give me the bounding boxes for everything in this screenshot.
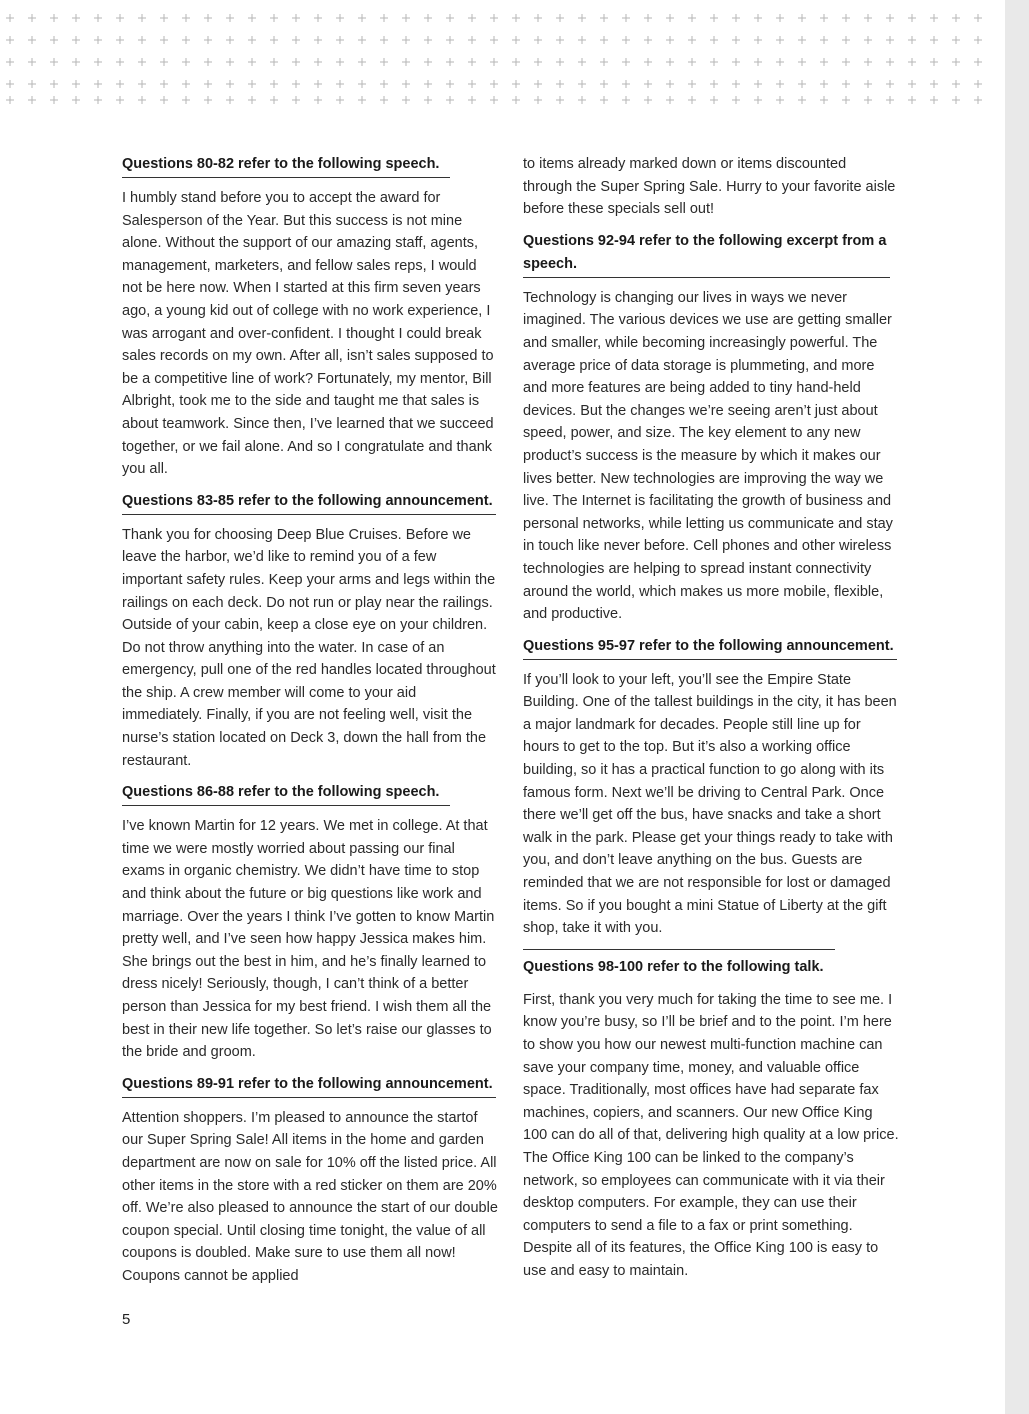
section-questions-92-94 [523,230,899,626]
cross-mark [446,14,454,22]
cross-mark [864,14,872,22]
section-heading: Questions 86-88 refer to the following speech. [122,781,450,806]
cross-mark [116,36,124,44]
cross-mark [710,14,718,22]
cross-mark [512,58,520,66]
cross-mark [886,96,894,104]
cross-mark [644,58,652,66]
cross-mark [292,36,300,44]
cross-mark [292,58,300,66]
cross-mark [28,36,36,44]
section-heading: Questions 95-97 refer to the following announcement. [523,635,897,660]
section-questions-89-91 [122,1073,498,1288]
cross-mark [534,58,542,66]
cross-mark [468,58,476,66]
cross-mark [688,96,696,104]
cross-mark [534,96,542,104]
cross-mark [732,80,740,88]
cross-mark [930,58,938,66]
cross-mark [578,14,586,22]
cross-mark [336,58,344,66]
cross-mark [270,36,278,44]
cross-mark [72,58,80,66]
cross-mark [666,96,674,104]
cross-mark [512,36,520,44]
cross-mark [182,36,190,44]
cross-mark [908,58,916,66]
cross-mark [534,36,542,44]
cross-mark [226,80,234,88]
cross-mark [798,36,806,44]
cross-mark [512,80,520,88]
cross-mark [226,14,234,22]
cross-mark [600,36,608,44]
cross-mark [820,96,828,104]
cross-mark [798,58,806,66]
section-questions-86-88 [122,781,498,1064]
cross-mark [50,36,58,44]
cross-mark [182,58,190,66]
cross-mark [622,14,630,22]
cross-mark [160,96,168,104]
cross-mark [72,14,80,22]
cross-mark [622,58,630,66]
cross-mark [336,36,344,44]
cross-mark [952,36,960,44]
cross-mark [116,14,124,22]
cross-mark [270,80,278,88]
cross-mark [798,14,806,22]
cross-mark [380,14,388,22]
cross-mark [248,80,256,88]
cross-mark [72,36,80,44]
cross-mark [776,36,784,44]
cross-mark [534,14,542,22]
cross-mark [292,96,300,104]
cross-mark [402,14,410,22]
cross-mark [754,96,762,104]
cross-mark [424,14,432,22]
cross-mark [754,58,762,66]
cross-mark [864,80,872,88]
cross-mark [842,36,850,44]
cross-mark [6,80,14,88]
cross-mark [556,80,564,88]
cross-mark [776,80,784,88]
cross-mark [6,96,14,104]
cross-mark [94,58,102,66]
section-heading: Questions 89-91 refer to the following announcement. [122,1073,496,1098]
decorative-cross-pattern [0,0,1005,112]
cross-mark [930,14,938,22]
cross-mark [908,96,916,104]
cross-mark [666,36,674,44]
cross-mark [578,58,586,66]
cross-mark [534,80,542,88]
cross-mark [468,96,476,104]
cross-mark [622,80,630,88]
cross-mark [578,80,586,88]
section-questions-80-82 [122,153,498,481]
cross-mark [688,14,696,22]
cross-mark [72,80,80,88]
page-edge-strip [1005,0,1029,1414]
cross-mark [600,14,608,22]
cross-mark [160,14,168,22]
cross-mark [28,14,36,22]
cross-mark [424,96,432,104]
cross-mark [380,36,388,44]
cross-mark [226,58,234,66]
cross-mark [732,36,740,44]
cross-mark [138,96,146,104]
cross-mark [314,36,322,44]
cross-mark [468,36,476,44]
cross-mark [270,14,278,22]
cross-mark [512,96,520,104]
cross-mark [358,36,366,44]
cross-mark [314,58,322,66]
cross-mark [424,36,432,44]
cross-mark [204,36,212,44]
cross-mark [820,36,828,44]
cross-mark [908,14,916,22]
cross-mark [6,36,14,44]
cross-mark [622,96,630,104]
section-questions-98-100 [523,949,899,1283]
cross-mark [842,58,850,66]
cross-mark [864,58,872,66]
cross-mark [820,14,828,22]
cross-mark [688,58,696,66]
cross-mark [358,14,366,22]
cross-mark [446,96,454,104]
cross-mark [754,36,762,44]
cross-mark [424,58,432,66]
cross-mark [776,96,784,104]
cross-mark [336,14,344,22]
cross-mark [380,96,388,104]
cross-mark [292,80,300,88]
section-body: Thank you for choosing Deep Blue Cruises. Before we leave the harbor, we’d like to remind you of a few important safety rules. Keep your arms and legs within the railings on each deck. Do not run or play near the railings. Outside of your cabin, keep a close eye on your children. Do not throw anything into the water. In case of an emergency, pull one of the red handles located throughout the ship. A crew member will come to your aid immediately. Finally, if you are not feeling well, visit the nurse’s station located on Deck 3, down the hall from the restaurant. [122,526,496,769]
cross-mark [336,96,344,104]
cross-mark [116,58,124,66]
cross-mark [160,80,168,88]
cross-mark [182,14,190,22]
cross-mark [798,80,806,88]
cross-mark [292,14,300,22]
cross-mark [28,96,36,104]
cross-mark [116,80,124,88]
cross-mark [50,80,58,88]
cross-mark [776,58,784,66]
cross-mark [556,96,564,104]
section-questions-83-85 [122,490,498,773]
cross-mark [138,80,146,88]
cross-mark [930,96,938,104]
continued-text: to items already marked down or items discounted through the Super Spring Sale. Hurry to your favorite aisle before these specials sell out! [523,156,896,218]
cross-mark [50,58,58,66]
section-body: I’ve known Martin for 12 years. We met in college. At that time we were mostly worried about passing our final exams in organic chemistry. We didn’t have time to stop and think about the future or big questions like work and marriage. Over the years I think I’ve gotten to know Martin pretty well, and I’ve seen how happy Jessica makes him. She brings out the best in him, and he’s finally learned to dress nicely! Seriously, though, I can’t think of a better person than Jessica for my best friend. I wish them all the best in their new life together. So let’s raise our glasses to the bride and groom. [122,818,495,1061]
section-body: Technology is changing our lives in ways we never imagined. The various devices we use are getting smaller and smaller, while becoming increasingly powerful. The average price of data storage is plummeting, and more and more features are being added to tiny hand-held devices. But the changes we’re seeing aren’t just about speed, power, and size. The key element to any new product’s success is the measure by which it makes our lives better. New technologies are improving the way we live. The Internet is facilitating the growth of business and personal networks, while letting us communicate and stay in touch like never before. Cell phones and other wireless technologies are helping to spread instant connectivity around the world, which makes us more mobile, flexible, and productive. [523,289,893,623]
cross-mark [72,96,80,104]
cross-mark [402,96,410,104]
cross-mark [556,58,564,66]
cross-mark [402,80,410,88]
cross-mark [248,58,256,66]
cross-mark [710,80,718,88]
section-heading: Questions 92-94 refer to the following excerpt from a speech. [523,230,890,278]
section-heading: Questions 80-82 refer to the following speech. [122,153,450,178]
cross-mark [94,36,102,44]
cross-mark [6,14,14,22]
page-number: 5 [122,1311,131,1328]
cross-mark [248,96,256,104]
cross-mark [710,58,718,66]
cross-mark [6,58,14,66]
cross-mark [270,58,278,66]
cross-mark [600,58,608,66]
cross-mark [50,96,58,104]
cross-mark [402,58,410,66]
section-heading: Questions 83-85 refer to the following announcement. [122,490,496,515]
cross-mark [644,36,652,44]
cross-mark [842,80,850,88]
cross-mark [732,58,740,66]
cross-mark [710,96,718,104]
cross-mark [512,14,520,22]
cross-mark [446,80,454,88]
cross-mark [314,96,322,104]
cross-mark [490,58,498,66]
cross-mark [138,36,146,44]
cross-mark [358,80,366,88]
cross-mark [952,80,960,88]
cross-mark [578,36,586,44]
cross-mark [248,36,256,44]
cross-mark [908,80,916,88]
cross-mark [952,14,960,22]
cross-mark [446,58,454,66]
section-body: Attention shoppers. I’m pleased to announce the startof our Super Spring Sale! All items in the home and garden department are now on sale for 10% off the listed price. All other items in the store with a red sticker on them are 20% off. We’re also pleased to announce the start of our double coupon special. Until closing time tonight, the value of all coupons is doubled. Make sure to use them all now! Coupons cannot be applied [122,1109,498,1284]
cross-mark [666,80,674,88]
cross-mark [732,14,740,22]
cross-mark [402,36,410,44]
section-body: I humbly stand before you to accept the award for Salesperson of the Year. But this success is not mine alone. Without the support of our amazing staff, agents, management, marketers, and fellow sales reps, I would not be here now. When I started at this firm seven years ago, a young kid out of college with no work experience, I was arrogant and over-confident. I thought I could break sales records on my own. After all, isn’t sales supposed to be a competitive line of work? Fortunately, my mentor, Bill Albright, took me to the side and taught me that sales is about teamwork. Since then, I’ve learned that we succeed together, or we fail alone. And so I congratulate and thank you all. [122,190,494,478]
cross-mark [886,80,894,88]
cross-mark [798,96,806,104]
cross-mark [358,96,366,104]
cross-mark [446,36,454,44]
cross-mark [380,80,388,88]
cross-mark [600,80,608,88]
cross-mark [204,58,212,66]
cross-mark [908,36,916,44]
cross-mark [94,96,102,104]
cross-mark [644,96,652,104]
cross-mark [358,58,366,66]
cross-mark [28,80,36,88]
cross-mark [864,96,872,104]
cross-mark [204,96,212,104]
cross-mark [556,36,564,44]
cross-mark [28,58,36,66]
cross-mark [820,58,828,66]
cross-mark [842,14,850,22]
cross-mark [710,36,718,44]
cross-mark [182,80,190,88]
cross-mark [820,80,828,88]
cross-mark [578,96,586,104]
cross-mark [688,36,696,44]
cross-mark [886,14,894,22]
cross-mark [204,14,212,22]
cross-mark [160,58,168,66]
cross-mark [952,58,960,66]
cross-mark [94,14,102,22]
cross-mark [314,14,322,22]
cross-mark [754,14,762,22]
cross-mark [886,58,894,66]
cross-mark [600,96,608,104]
cross-mark [182,96,190,104]
section-heading: Questions 98-100 refer to the following talk. [523,949,835,980]
cross-pattern-graphic [0,0,1005,112]
cross-mark [842,96,850,104]
cross-mark [864,36,872,44]
cross-mark [248,14,256,22]
cross-mark [930,80,938,88]
cross-mark [138,58,146,66]
cross-mark [666,14,674,22]
cross-mark [226,96,234,104]
cross-mark [204,80,212,88]
cross-mark [226,36,234,44]
cross-mark [490,96,498,104]
cross-mark [952,96,960,104]
cross-mark [556,14,564,22]
cross-mark [468,80,476,88]
section-questions-95-97 [523,635,899,940]
cross-mark [930,36,938,44]
cross-mark [490,14,498,22]
cross-mark [688,80,696,88]
cross-mark [424,80,432,88]
cross-mark [732,96,740,104]
cross-mark [336,80,344,88]
cross-mark [754,80,762,88]
cross-mark [380,58,388,66]
section-body: If you’ll look to your left, you’ll see the Empire State Building. One of the tallest buildings in the city, it has been a major landmark for decades. People still line up for hours to get to the top. But it’s also a working office building, so it has a practical function to go along with its famous form. Next we’ll be driving to Central Park. Once there we’ll get off the bus, have snacks and take a short walk in the park. Please get your things ready to take with you, and don’t leave anything on the bus. Guests are reminded that we are not responsible for lost or damaged items. So if you bought a mini Statue of Liberty at the gift shop, take it with you. [523,671,897,937]
cross-mark [974,96,982,104]
cross-mark [468,14,476,22]
cross-mark [974,36,982,44]
cross-mark [666,58,674,66]
cross-mark [974,58,982,66]
cross-mark [490,36,498,44]
cross-mark [138,14,146,22]
cross-mark [116,96,124,104]
cross-mark [974,14,982,22]
cross-mark [644,14,652,22]
section-body: First, thank you very much for taking the time to see me. I know you’re busy, so I’ll be brief and to the point. I’m here to show you how our newest multi-function machine can save your company time, money, and valuable office space. Traditionally, most offices have had separate fax machines, copiers, and scanners. Our new Office King 100 can do all of that, delivering high quality at a low price. The Office King 100 can be linked to the company’s network, so employees can communicate with it via their desktop computers. For example, they can use their computers to send a file to a fax or print something. Despite all of its features, the Office King 100 is easy to use and easy to maintain. [523,991,899,1279]
cross-mark [270,96,278,104]
cross-mark [490,80,498,88]
cross-mark [50,14,58,22]
cross-mark [974,80,982,88]
cross-mark [644,80,652,88]
cross-mark [776,14,784,22]
left-column [122,153,498,1297]
cross-mark [160,36,168,44]
cross-mark [94,80,102,88]
cross-mark [314,80,322,88]
right-column [523,153,899,1292]
cross-mark [886,36,894,44]
cross-mark [622,36,630,44]
